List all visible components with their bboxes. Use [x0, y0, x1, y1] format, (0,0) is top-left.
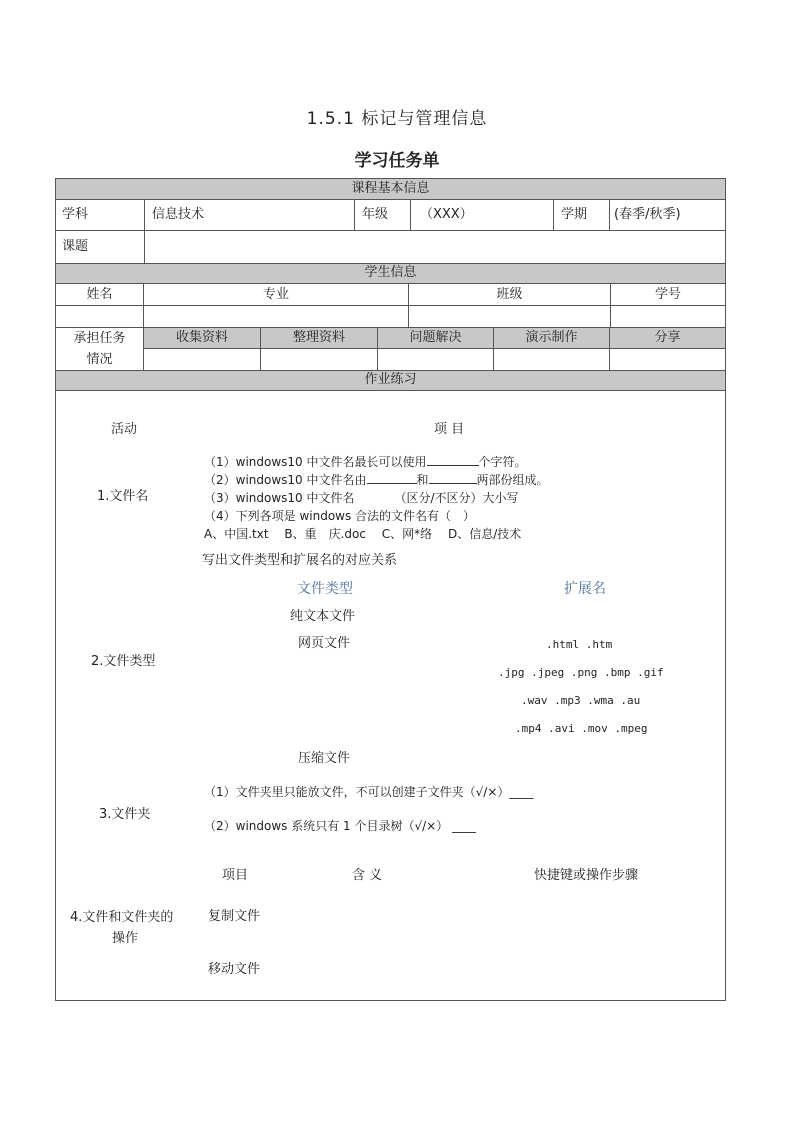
column-student-id: 学号 — [654, 287, 681, 302]
ext-webpage: .html .htm — [546, 638, 613, 651]
term-value: (春季/秋季) — [614, 207, 681, 222]
subject-value: 信息技术 — [152, 207, 205, 222]
section2-label: 2.文件类型 — [91, 654, 156, 669]
section4-label-line2: 操作 — [112, 931, 139, 946]
row-copy-file: 复制文件 — [208, 909, 261, 924]
rule — [56, 327, 725, 328]
column-extension: 扩展名 — [564, 581, 606, 597]
ext-image: .jpg .jpeg .png .bmp .gif — [498, 666, 664, 679]
document-subtitle: 学习任务单 — [354, 151, 440, 171]
rule — [56, 305, 725, 306]
question-text: 和 — [416, 473, 429, 487]
column-major: 专业 — [262, 287, 289, 302]
question-1-1 — [204, 453, 527, 471]
type-webpage: 网页文件 — [298, 636, 351, 651]
column-activity: 活动 — [111, 422, 138, 437]
column-class: 班级 — [496, 287, 523, 302]
task-share: 分享 — [654, 330, 681, 345]
question-3-2: （2）windows 系统只有 1 个目录树（√/×） ____ — [204, 819, 477, 833]
rule — [553, 199, 554, 230]
question-text: （2）windows10 中文件名由 — [204, 473, 367, 487]
ext-audio: .wav .mp3 .wma .au — [521, 694, 641, 707]
rule — [56, 283, 725, 284]
rule — [56, 230, 725, 231]
task-label-line1: 承担任务 — [73, 331, 126, 346]
rule — [144, 199, 145, 263]
task-label-line2: 情况 — [86, 352, 113, 367]
rule — [144, 348, 725, 349]
homework-header: 作业练习 — [364, 372, 417, 387]
row-move-file: 移动文件 — [208, 962, 261, 977]
task-present: 演示制作 — [525, 330, 578, 345]
column-item: 项目 — [222, 868, 249, 883]
rule — [56, 390, 725, 391]
rule — [410, 199, 411, 230]
section3-label: 3.文件夹 — [99, 807, 151, 822]
ext-video: .mp4 .avi .mov .mpeg — [515, 722, 648, 735]
answer-blank[interactable] — [367, 471, 417, 484]
column-name: 姓名 — [86, 287, 113, 302]
type-plain-text: 纯文本文件 — [290, 609, 356, 624]
rule — [609, 199, 610, 230]
topic-label: 课题 — [62, 239, 89, 254]
subject-label: 学科 — [62, 207, 89, 222]
column-shortcut: 快捷键或操作步骤 — [534, 868, 639, 883]
column-project: 项 目 — [434, 422, 465, 437]
grade-label: 年级 — [362, 207, 389, 222]
type-compressed: 压缩文件 — [298, 751, 351, 766]
question-1-2 — [204, 471, 549, 489]
question-text: （区分/不区分）大小写 — [394, 491, 519, 505]
rule — [354, 199, 355, 230]
column-meaning: 含 义 — [352, 868, 383, 883]
question-1-3 — [204, 489, 519, 507]
document-title: 1.5.1 标记与管理信息 — [306, 109, 488, 129]
task-solve: 问题解决 — [409, 330, 462, 345]
answer-blank[interactable] — [429, 471, 477, 484]
question-text: 个字符。 — [478, 455, 527, 469]
section4-label-line1: 4.文件和文件夹的 — [70, 910, 174, 925]
student-info-header: 学生信息 — [364, 265, 417, 280]
question-text: 两部份组成。 — [476, 473, 549, 487]
section1-label: 1.文件名 — [97, 489, 149, 504]
question-text: （1）windows10 中文件名最长可以使用 — [204, 455, 427, 469]
grade-value: （XXX） — [420, 207, 473, 222]
term-label: 学期 — [561, 207, 588, 222]
question-1-4: （4）下列各项是 windows 合法的文件名有（ ） — [204, 509, 476, 523]
question-text: （3）windows10 中文件名 — [204, 491, 355, 505]
task-collect: 收集资料 — [175, 330, 228, 345]
rule — [56, 199, 725, 200]
worksheet-table — [55, 178, 726, 1001]
question-3-1: （1）文件夹里只能放文件，不可以创建子文件夹（√/×）____ — [204, 785, 534, 799]
basic-info-header: 课程基本信息 — [351, 181, 430, 196]
answer-blank[interactable] — [427, 453, 479, 466]
question-1-4-options: A、中国.txt B、重 庆.doc C、网*络 D、信息/技术 — [204, 527, 522, 541]
task-organize: 整理资料 — [292, 330, 345, 345]
column-file-type: 文件类型 — [297, 581, 353, 597]
section2-instruction: 写出文件类型和扩展名的对应关系 — [202, 553, 398, 568]
